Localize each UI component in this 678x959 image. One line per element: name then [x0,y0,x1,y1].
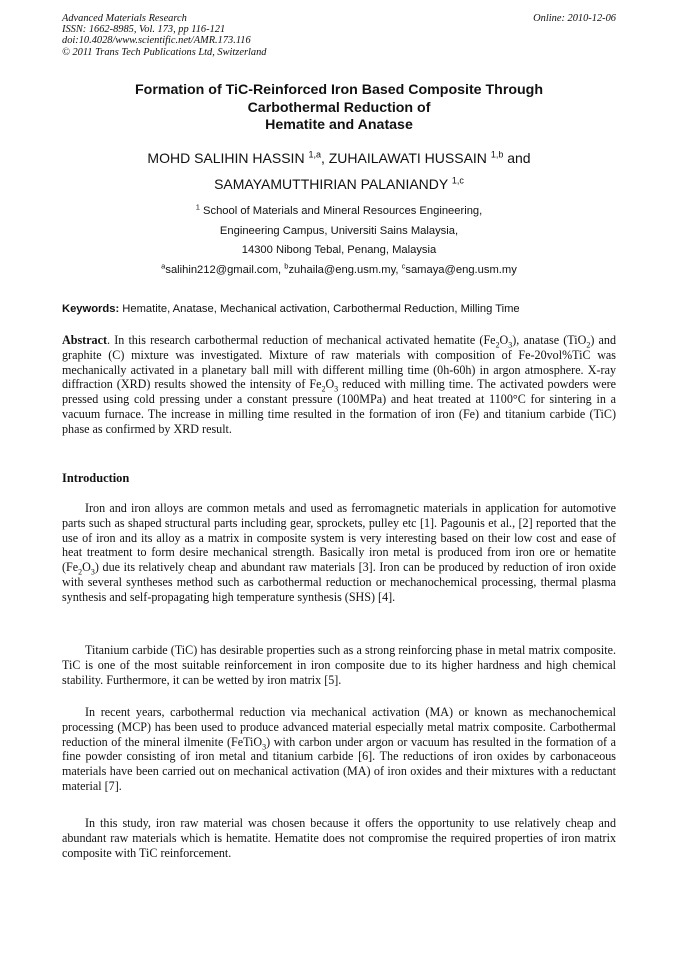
email-link[interactable]: samaya@eng.usm.my [405,264,517,277]
intro-paragraph-3 [62,705,616,794]
email-link[interactable]: salihin212@gmail.com, [165,264,285,277]
intro-paragraph-2: Titanium carbide (TiC) has desirable properties such as a strong reinforcing phase in metal matrix composite. TiC is one of the most suitable reinforcement in iron composite due to its higher hardness and high chemical stability. Furthermore, it can be wetted by iron matrix [5]. [62,643,616,687]
author-list [62,145,616,197]
email-superscript: b [284,261,289,271]
paragraph-text: O [82,560,91,575]
title-line-2: Carbothermal Reduction of [247,99,431,116]
abstract-text: O [499,333,509,347]
subscript: 3 [262,742,267,751]
paragraph-text: In recent years, carbothermal reduction via mechanical activation (MA) or known as mechanochemical processing (MCP) has been used to produce advanced material especially metal matrix composite. Carbothermal reduction of the mineral ilmenite (FeTiO [62,705,616,749]
journal-name: Advanced Materials Research [62,13,187,24]
subscript: 2 [321,384,326,394]
author-name: SAMAYAMUTTHIRIAN PALANIANDY [214,176,448,192]
author-superscript: 1,a [308,149,321,160]
doi-line: doi:10.4028/www.scientific.net/AMR.173.116 [62,35,251,47]
email-superscript: c [401,261,406,271]
paragraph-text: ) with carbon under argon or vacuum has resulted in the formation of a fine powder consisting of iron metal and titanium carbide [6]. The reductions of iron oxides by carbonaceous materials have been carried out on mechanical activation (MA) of iron oxides and their mixtures with a reductant material [7]. [62,734,616,793]
author-name: ZUHAILAWATI HUSSAIN [328,150,487,166]
subscript: 2 [78,567,83,577]
abstract-text: ), anatase (TiO [512,333,587,347]
subscript: 2 [586,340,591,350]
abstract-label: Abstract [62,333,108,347]
paper-title [62,82,616,135]
title-line-3: Hematite and Anatase [265,117,413,133]
intro-paragraph-4: In this study, iron raw material was chosen because it offers the opportunity to use relatively cheap and abundant raw materials which is hematite. Hematite does not compromise the required properties of iron matrix composite with TiC reinforcement. [62,816,616,860]
title-line-1: Formation of TiC-Reinforced Iron Based Composite Through [134,82,544,98]
email-line [62,261,616,281]
author-superscript: 1,b [490,149,504,160]
journal-header [62,13,616,58]
subscript: 3 [90,567,95,577]
author-separator: , [320,150,329,166]
keywords-line [62,302,616,316]
abstract-text: ) and graphite (C) mixture was investigated. Mixture of raw materials with composition of Fe-20vol%TiC was mechanically activated in a planetary ball mill with different milling time (0h-60h) in argon atmosphere. X-ray diffraction (XRD) results showed the intensity of Fe [62,333,617,392]
keywords-text: Hematite, Anatase, Mechanical activation, Carbothermal Reduction, Milling Time [119,303,520,315]
copyright-line: © 2011 Trans Tech Publications Ltd, Switzerland [62,46,267,58]
abstract-text: reduced with milling time. The activated powders were pressed using cold pressing under a constant pressure (100MPa) and heat treated at 1100°C for sintering in a vacuum furnace. The increase in milling time resulted in the formation of iron (Fe) and titanium carbide (TiC) phase as confirmed by XRD result. [62,377,616,436]
paragraph-text: Iron and iron alloys are common metals and used as ferromagnetic materials in application for automotive parts such as shaped structural parts including gear, sprockets, pulley etc [1]. Pagounis et al., [2] reported that the use of iron and its alloy as a matrix in composite system is very interesting based on their low cost and ease of heat treatment to form desire mechanical strength. Basically iron metal is produced from iron ore or hematite (Fe [62,501,616,575]
intro-paragraph-1 [62,501,616,605]
affiliation-line-3: 14300 Nibong Tebal, Penang, Malaysia [241,244,437,257]
affiliation-school: School of Materials and Mineral Resources Engineering, [203,205,483,217]
subscript: 2 [495,340,500,350]
affiliation-line-2: Engineering Campus, Universiti Sains Malaysia, [219,224,459,237]
abstract-text: O [325,377,335,392]
abstract-paragraph [62,333,616,437]
paragraph-text: ) due its relatively cheap and abundant raw materials [3]. Iron can be produced by reduction of iron oxide with several syntheses method such as carbothermal reduction or mechanochemical processing, thermal plasma synthesis and self-propagating high temperature synthesis (SHS) [4]. [62,560,616,604]
affiliation-superscript: 1 [195,202,200,212]
introduction-heading: Introduction [62,471,130,485]
author-superscript: 1,c [451,175,464,186]
affiliation-block [62,202,616,281]
email-superscript: a [161,261,166,271]
author-line-2 [62,171,616,197]
online-date: Online: 2010-12-06 [533,13,616,24]
subscript: 3 [508,340,513,350]
author-conjunction: and [503,150,531,166]
author-line-1 [62,145,616,171]
email-link[interactable]: zuhaila@eng.usm.my, [288,264,402,277]
abstract-text: . In this research carbothermal reduction of mechanical activated hematite (Fe [107,333,496,347]
keywords-label: Keywords: [62,303,120,315]
affiliation-line-1 [62,202,616,222]
author-name: MOHD SALIHIN HASSIN [147,150,305,166]
issn-line: ISSN: 1662-8985, Vol. 173, pp 116-121 [62,24,226,36]
subscript: 3 [334,384,339,394]
